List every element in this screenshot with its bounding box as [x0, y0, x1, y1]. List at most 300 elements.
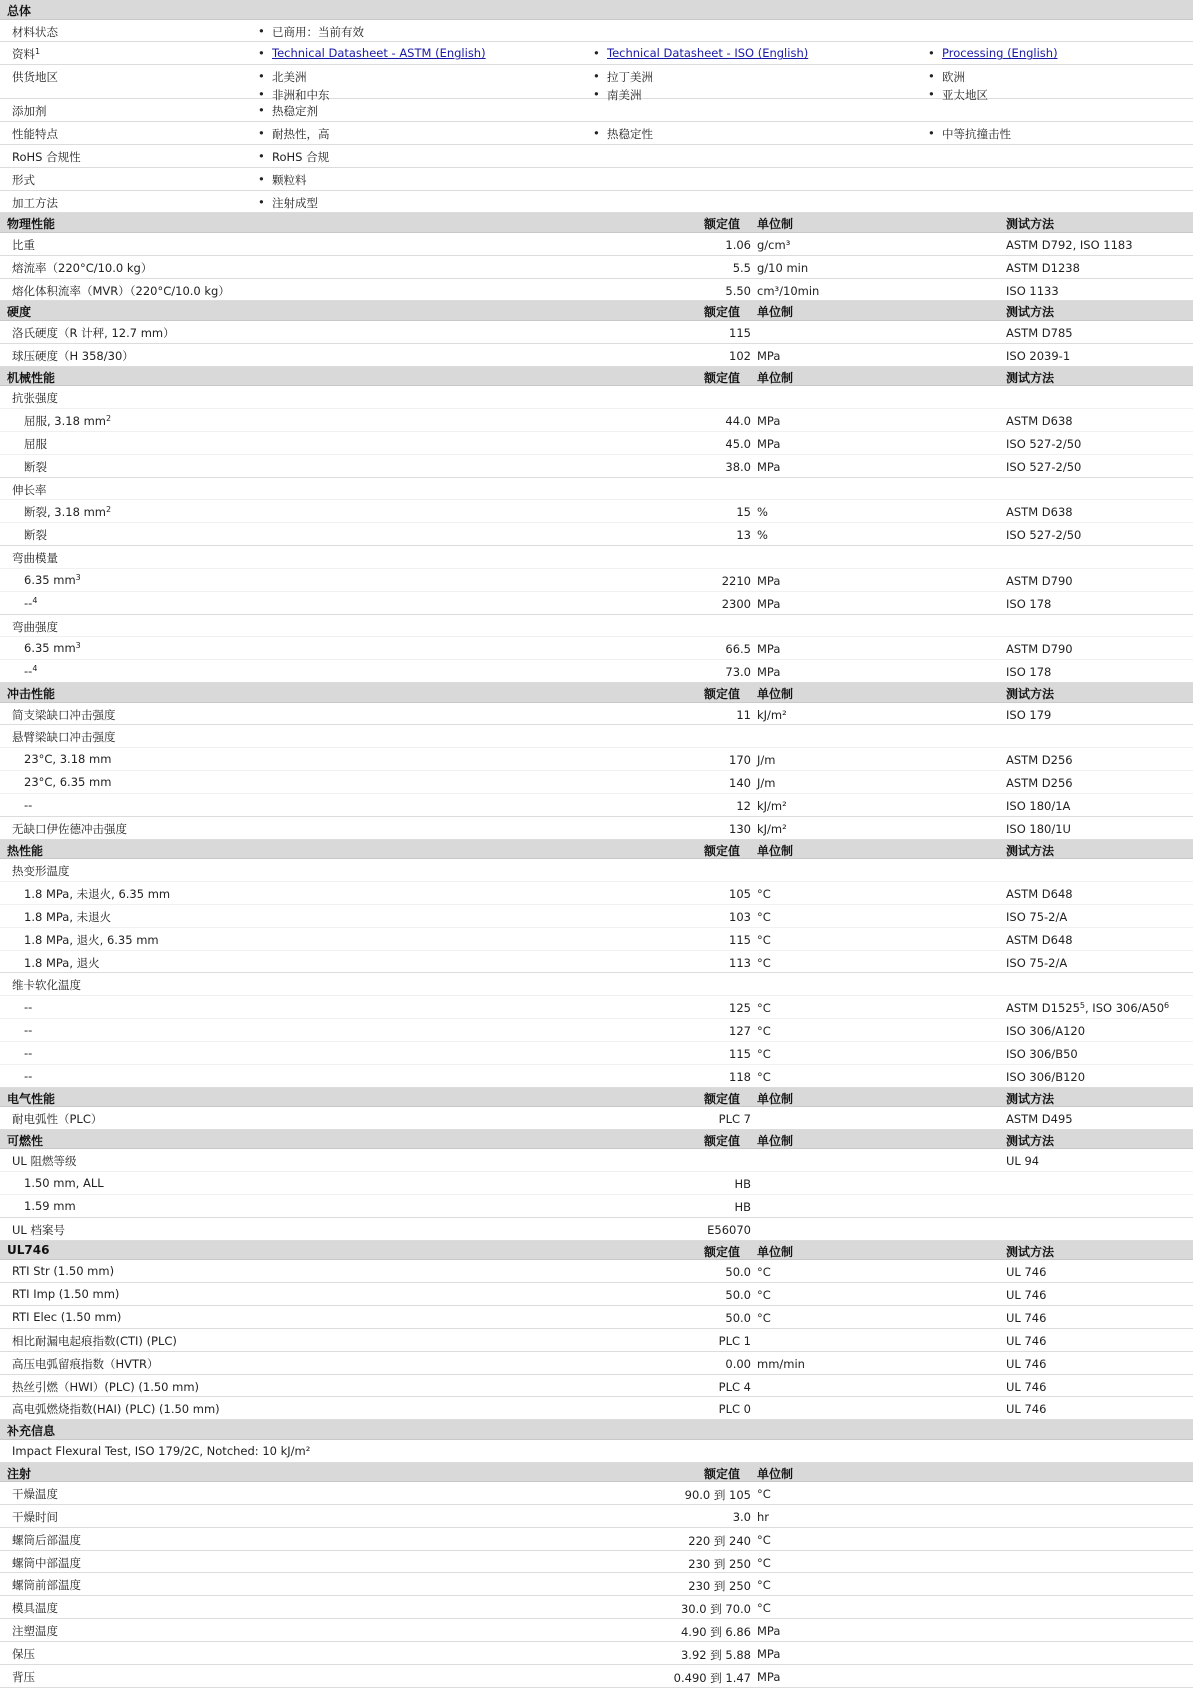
property-label: 23°C, 6.35 mm	[24, 775, 112, 790]
doc-link-iso[interactable]: Technical Datasheet - ISO (English)	[607, 46, 809, 61]
property-label: 耐电弧性（PLC）	[12, 1112, 103, 1127]
property-label: 球压硬度（H 358/30）	[12, 348, 134, 363]
test-method: ASTM D648	[1006, 887, 1073, 901]
unit-value: °C	[757, 887, 771, 901]
column-header-test-method: 测试方法	[1006, 305, 1055, 320]
test-method: ASTM D638	[1006, 413, 1073, 428]
unit-value: kJ/m²	[757, 821, 787, 836]
property-label: 洛氏硬度（R 计秤, 12.7 mm）	[12, 325, 175, 340]
property-row	[0, 1573, 1193, 1596]
property-label: 断裂	[24, 459, 47, 474]
property-label: --	[24, 1000, 33, 1015]
test-method: ISO 306/A120	[1006, 1024, 1086, 1039]
test-method: ASTM D785	[1006, 325, 1073, 340]
property-label: 相比耐漏电起痕指数(CTI) (PLC)	[12, 1333, 177, 1348]
property-row	[0, 279, 1193, 302]
property-label: 熔化体积流率（MVR）（220°C/10.0 kg）	[12, 283, 230, 298]
test-method: ISO 179	[1006, 707, 1052, 722]
column-header-nominal: 额定值	[704, 217, 741, 232]
unit-value: MPa	[757, 1646, 781, 1661]
column-header-test-method: 测试方法	[1006, 687, 1055, 702]
unit-value: MPa	[757, 348, 781, 363]
unit-value: cm³/10min	[757, 283, 820, 298]
property-label: 螺筒中部温度	[12, 1555, 81, 1570]
status-value: • 已商用：当前有效	[272, 24, 364, 40]
property-label: 螺筒前部温度	[12, 1578, 81, 1593]
property-row	[0, 321, 1193, 344]
unit-value: °C	[757, 955, 771, 970]
nominal-value: PLC 7	[718, 1112, 751, 1127]
column-header-nominal: 额定值	[704, 1244, 741, 1259]
unit-value: kJ/m²	[757, 798, 787, 813]
unit-value: MPa	[757, 1624, 781, 1639]
nominal-value: 220 到 240	[688, 1533, 751, 1548]
property-row	[0, 794, 1193, 817]
property-row	[0, 1149, 1193, 1172]
property-row	[0, 1551, 1193, 1574]
unit-value: °C	[757, 1555, 771, 1570]
section-header	[0, 1088, 1193, 1108]
column-header-unit: 单位制	[757, 217, 794, 232]
test-method: ASTM D792, ISO 1183	[1006, 237, 1133, 252]
test-method: UL 94	[1006, 1154, 1040, 1169]
column-header-unit: 单位制	[757, 843, 794, 858]
test-method: ISO 75-2/A	[1006, 955, 1068, 970]
column-header-unit: 单位制	[757, 1466, 794, 1481]
property-label: 悬臂梁缺口冲击强度	[12, 730, 116, 745]
property-label: 6.35 $mm^3$	[24, 641, 81, 656]
section-title: 物理性能	[7, 217, 56, 232]
row-label: RoHS 合规性	[12, 149, 81, 164]
property-row	[0, 1172, 1193, 1195]
unit-value: °C	[757, 932, 771, 947]
property-label: 伸长率	[12, 482, 47, 497]
property-row	[0, 1528, 1193, 1551]
property-row	[0, 1665, 1193, 1688]
property-row	[0, 996, 1193, 1019]
test-method: UL 746	[1006, 1379, 1047, 1394]
region-item: • 拉丁美洲	[607, 69, 653, 85]
property-label: 简支梁缺口冲击强度	[12, 707, 116, 722]
test-method: ASTM D256	[1006, 753, 1073, 768]
column-header-unit: 单位制	[757, 687, 794, 702]
nominal-value: 15	[736, 505, 751, 520]
nominal-value: HB	[734, 1200, 751, 1215]
property-row	[0, 432, 1193, 455]
nominal-value: 115	[729, 325, 751, 340]
section-header	[0, 683, 1193, 703]
nominal-value: PLC 4	[718, 1379, 751, 1394]
property-label: 1.8 MPa, 退火, 6.35 mm	[24, 932, 159, 947]
nominal-value: 127	[729, 1024, 751, 1039]
test-method: ASTM D256	[1006, 776, 1073, 791]
unit-value: °C	[757, 1265, 771, 1280]
nominal-value: 66.5	[725, 642, 751, 657]
property-row	[0, 1375, 1193, 1398]
section-header	[0, 1420, 1193, 1440]
doc-link-processing[interactable]: Processing (English)	[942, 46, 1058, 61]
unit-value: °C	[757, 1046, 771, 1061]
unit-value: MPa	[757, 665, 781, 680]
property-row	[0, 771, 1193, 794]
row-label: 供货地区	[12, 70, 58, 85]
unit-value: MPa	[757, 596, 781, 611]
nominal-value: 3.0	[732, 1509, 751, 1524]
feature-item: • 耐热性，高	[272, 126, 330, 142]
property-row	[0, 1482, 1193, 1505]
column-header-unit: 单位制	[757, 370, 794, 385]
property-label: --	[24, 797, 33, 812]
test-method: ISO 178	[1006, 665, 1052, 680]
nominal-value: PLC 1	[718, 1333, 751, 1348]
property-row	[0, 1042, 1193, 1065]
section-header	[0, 840, 1193, 860]
region-item: • 北美洲	[272, 69, 307, 85]
row-additive	[0, 99, 1193, 122]
section-title: 冲击性能	[7, 687, 56, 702]
property-row	[0, 1397, 1193, 1420]
property-label: --	[24, 1068, 33, 1083]
nominal-value: 2210	[721, 573, 751, 588]
property-label: --	[24, 1045, 33, 1060]
property-row	[0, 905, 1193, 928]
property-label: 背压	[12, 1669, 35, 1684]
test-method: ISO 178	[1006, 596, 1052, 611]
property-row	[0, 569, 1193, 592]
row-label: 加工方法	[12, 195, 58, 210]
nominal-value: PLC 0	[718, 1402, 751, 1417]
unit-value: %	[757, 528, 768, 543]
property-row	[0, 1306, 1193, 1329]
processing-value: • 注射成型	[272, 195, 318, 211]
nominal-value: 12	[736, 798, 751, 813]
property-label: 熔流率（220°C/10.0 kg）	[12, 260, 153, 275]
nominal-value: 103	[729, 909, 751, 924]
property-label: 弯曲模量	[12, 551, 58, 566]
property-label: --$^4$	[24, 664, 38, 679]
column-header-nominal: 额定值	[704, 843, 741, 858]
property-label: 1.59 mm	[24, 1199, 76, 1214]
property-label: 高压电弧留痕指数（HVTR）	[12, 1356, 159, 1371]
property-label: 螺筒后部温度	[12, 1532, 81, 1547]
property-label: 弯曲强度	[12, 619, 58, 634]
section-general-header	[0, 0, 1193, 20]
nominal-value: 102	[729, 348, 751, 363]
section-title: 补充信息	[7, 1424, 56, 1439]
nominal-value: 4.90 到 6.86	[680, 1625, 751, 1640]
property-label: 注塑温度	[12, 1624, 58, 1639]
column-header-unit: 单位制	[757, 1091, 794, 1106]
nominal-value: 90.0 到 105	[684, 1488, 751, 1503]
test-method: UL 746	[1006, 1288, 1047, 1303]
row-label: 材料状态	[12, 24, 58, 39]
nominal-value: 1.06	[725, 237, 751, 252]
column-header-test-method: 测试方法	[1006, 1244, 1055, 1259]
feature-item: • 热稳定性	[607, 126, 653, 142]
nominal-value: 5.5	[732, 260, 751, 275]
test-method: ASTM D790	[1006, 642, 1073, 657]
nominal-value: 73.0	[725, 665, 751, 680]
property-row	[0, 1065, 1193, 1088]
row-material-status	[0, 20, 1193, 43]
nominal-value: 0.00	[725, 1356, 751, 1371]
section-header	[0, 1130, 1193, 1150]
test-method: UL 746	[1006, 1333, 1047, 1348]
nominal-value: 2300	[721, 596, 751, 611]
property-label: --$^4$	[24, 595, 38, 610]
nominal-value: 140	[729, 776, 751, 791]
row-documents	[0, 42, 1193, 65]
test-method: ISO 180/1A	[1006, 798, 1071, 813]
nominal-value: 105	[729, 887, 751, 901]
unit-value: °C	[757, 1024, 771, 1039]
property-label: 模具温度	[12, 1601, 58, 1616]
unit-value: %	[757, 505, 768, 520]
unit-value: °C	[757, 1288, 771, 1303]
column-header-unit: 单位制	[757, 305, 794, 320]
section-title: 总体	[7, 4, 32, 18]
section-header	[0, 301, 1193, 321]
nominal-value: 130	[729, 821, 751, 836]
rohs-value: • RoHS 合规	[272, 149, 329, 165]
row-label: 资料$^1$	[12, 47, 41, 62]
column-header-nominal: 额定值	[704, 370, 741, 385]
section-title: UL746	[7, 1242, 50, 1257]
property-sections	[0, 213, 1193, 1687]
row-label: 添加剂	[12, 104, 47, 119]
region-item: • 亚太地区	[942, 87, 988, 103]
property-label: 干燥时间	[12, 1509, 58, 1524]
nominal-value: 115	[729, 1046, 751, 1061]
row-rohs	[0, 145, 1193, 168]
feature-item: • 中等抗撞击性	[942, 126, 1011, 142]
row-form	[0, 168, 1193, 191]
nominal-value: 13	[736, 528, 751, 543]
section-title: 硬度	[7, 305, 32, 320]
column-header-nominal: 额定值	[704, 1133, 741, 1148]
unit-value: hr	[757, 1509, 770, 1524]
property-row	[0, 882, 1193, 905]
property-row	[0, 1352, 1193, 1375]
property-row	[0, 1107, 1193, 1130]
unit-value: °C	[757, 1578, 771, 1593]
property-label: 保压	[12, 1646, 35, 1661]
property-row	[0, 637, 1193, 660]
property-row	[0, 928, 1193, 951]
unit-value: mm/min	[757, 1356, 805, 1371]
column-header-nominal: 额定值	[704, 687, 741, 702]
row-regions	[0, 65, 1193, 103]
supplementary-note: Impact Flexural Test, ISO 179/2C, Notched: 10 kJ/m²	[12, 1443, 311, 1458]
nominal-value: 38.0	[725, 459, 751, 474]
row-features	[0, 122, 1193, 145]
property-label: 断裂, 3.18 $mm^2$	[24, 505, 112, 520]
test-method: ASTM D495	[1006, 1112, 1073, 1127]
property-label: 热变形温度	[12, 864, 70, 879]
test-method: ASTM D648	[1006, 932, 1073, 947]
section-header	[0, 1241, 1193, 1261]
property-label: UL 档案号	[12, 1222, 65, 1237]
property-row	[0, 592, 1193, 615]
section-title: 注射	[7, 1466, 32, 1481]
unit-value: °C	[757, 1069, 771, 1084]
column-header-nominal: 额定值	[704, 1091, 741, 1106]
column-header-test-method: 测试方法	[1006, 217, 1055, 232]
property-row	[0, 1596, 1193, 1619]
additive-value: • 热稳定剂	[272, 103, 318, 119]
nominal-value: 3.92 到 5.88	[680, 1647, 751, 1662]
nominal-value: 230 到 250	[688, 1579, 751, 1594]
property-row	[0, 1195, 1193, 1218]
property-label: 无缺口伊佐德冲击强度	[12, 821, 127, 836]
test-method: ISO 2039-1	[1006, 348, 1071, 363]
property-label: 高电弧燃烧指数(HAI) (PLC) (1.50 mm)	[12, 1402, 220, 1417]
nominal-value: 125	[729, 1001, 751, 1016]
test-method: ASTM D1525$^5$, ISO $306/A50^6$	[1006, 1001, 1170, 1016]
unit-value: kJ/m²	[757, 707, 787, 722]
property-row	[0, 1619, 1193, 1642]
unit-value: J/m	[757, 776, 776, 791]
property-row	[0, 455, 1193, 478]
column-header-unit: 单位制	[757, 1133, 794, 1148]
property-label: RTI Imp (1.50 mm)	[12, 1287, 120, 1302]
unit-value: °C	[757, 1487, 771, 1502]
test-method: ISO 306/B120	[1006, 1069, 1086, 1084]
nominal-value: E56070	[707, 1222, 751, 1237]
unit-value: °C	[757, 1311, 771, 1325]
column-header-test-method: 测试方法	[1006, 1091, 1055, 1106]
test-method: ISO 527-2/50	[1006, 459, 1082, 474]
property-label: 23°C, 3.18 mm	[24, 752, 112, 767]
doc-link-astm[interactable]: Technical Datasheet - ASTM (English)	[272, 46, 486, 61]
section-header	[0, 1463, 1193, 1483]
section-title: 机械性能	[7, 370, 56, 385]
property-label: 1.8 MPa, 退火	[24, 955, 100, 970]
nominal-value: 113	[729, 955, 751, 970]
property-row	[0, 817, 1193, 840]
property-row	[0, 660, 1193, 683]
property-label: RTI Elec (1.50 mm)	[12, 1310, 122, 1324]
property-row	[0, 1260, 1193, 1283]
nominal-value: 0.490 到 1.47	[673, 1670, 751, 1685]
test-method: ASTM D1238	[1006, 260, 1080, 275]
property-row	[0, 703, 1193, 726]
test-method: ASTM D790	[1006, 573, 1073, 588]
nominal-value: 30.0 到 70.0	[680, 1602, 751, 1617]
property-row	[0, 748, 1193, 771]
property-group-row	[0, 478, 1193, 501]
property-group-row	[0, 725, 1193, 748]
property-row	[0, 233, 1193, 256]
property-row	[0, 1283, 1193, 1306]
test-method: ISO 180/1U	[1006, 821, 1071, 836]
unit-value: °C	[757, 1532, 771, 1547]
property-row	[0, 1329, 1193, 1352]
section-header	[0, 213, 1193, 233]
column-header-test-method: 测试方法	[1006, 370, 1055, 385]
property-row	[0, 500, 1193, 523]
property-label: 6.35 $mm^3$	[24, 572, 81, 587]
property-row	[0, 344, 1193, 367]
section-header	[0, 367, 1193, 387]
test-method: ISO 1133	[1006, 283, 1059, 298]
row-processing	[0, 191, 1193, 214]
test-method: UL 746	[1006, 1265, 1047, 1280]
property-row	[0, 409, 1193, 432]
unit-value: MPa	[757, 459, 781, 474]
nominal-value: 45.0	[725, 436, 751, 451]
property-label: RTI Str (1.50 mm)	[12, 1264, 115, 1279]
nominal-value: 50.0	[725, 1311, 751, 1325]
unit-value: g/cm³	[757, 237, 791, 252]
property-group-row	[0, 386, 1193, 409]
property-label: 比重	[12, 237, 35, 252]
nominal-value: 44.0	[725, 413, 751, 428]
region-item: • 欧洲	[942, 69, 965, 85]
column-header-nominal: 额定值	[704, 1466, 741, 1481]
unit-value: °C	[757, 909, 771, 924]
property-group-row	[0, 973, 1193, 996]
test-method: ISO 306/B50	[1006, 1046, 1078, 1061]
section-title: 电气性能	[7, 1091, 56, 1106]
property-group-row	[0, 615, 1193, 638]
nominal-value: 11	[736, 707, 751, 722]
property-label: 干燥温度	[12, 1487, 58, 1502]
unit-value: MPa	[757, 642, 781, 657]
property-group-row	[0, 859, 1193, 882]
property-row	[0, 1218, 1193, 1241]
property-label: 1.8 MPa, 未退火	[24, 909, 112, 924]
property-label: 抗张强度	[12, 391, 58, 406]
test-method: ISO 527-2/50	[1006, 528, 1082, 543]
property-row	[0, 1642, 1193, 1665]
test-method: UL 746	[1006, 1402, 1047, 1417]
property-label: 1.8 MPa, 未退火, 6.35 mm	[24, 887, 171, 901]
unit-value: °C	[757, 1001, 771, 1016]
section-title: 热性能	[7, 843, 44, 858]
property-label: 断裂	[24, 528, 47, 543]
nominal-value: 50.0	[725, 1288, 751, 1303]
test-method: ASTM D638	[1006, 505, 1073, 520]
row-label: 性能特点	[12, 127, 58, 142]
property-group-row	[0, 546, 1193, 569]
unit-value: °C	[757, 1601, 771, 1616]
nominal-value: HB	[734, 1177, 751, 1192]
property-label: 1.50 mm, ALL	[24, 1176, 104, 1191]
region-item: • 非洲和中东	[272, 87, 330, 103]
property-row	[0, 1019, 1193, 1042]
property-row	[0, 256, 1193, 279]
test-method: UL 746	[1006, 1311, 1047, 1325]
column-header-test-method: 测试方法	[1006, 1133, 1055, 1148]
region-item: • 南美洲	[607, 87, 642, 103]
nominal-value: 170	[729, 753, 751, 768]
form-value: • 颗粒料	[272, 172, 307, 188]
property-label: --	[24, 1023, 33, 1038]
property-label: 热丝引燃（HWI）(PLC) (1.50 mm)	[12, 1379, 200, 1394]
property-row	[0, 523, 1193, 546]
column-header-nominal: 额定值	[704, 305, 741, 320]
property-label: 屈服, 3.18 $mm^2$	[24, 413, 112, 428]
property-label: 屈服	[24, 436, 47, 451]
nominal-value: 5.50	[725, 283, 751, 298]
row-label: 形式	[12, 172, 35, 187]
property-label: UL 阻燃等级	[12, 1154, 77, 1169]
property-row	[0, 1505, 1193, 1528]
column-header-unit: 单位制	[757, 1244, 794, 1259]
nominal-value: 230 到 250	[688, 1556, 751, 1571]
nominal-value: 118	[729, 1069, 751, 1084]
